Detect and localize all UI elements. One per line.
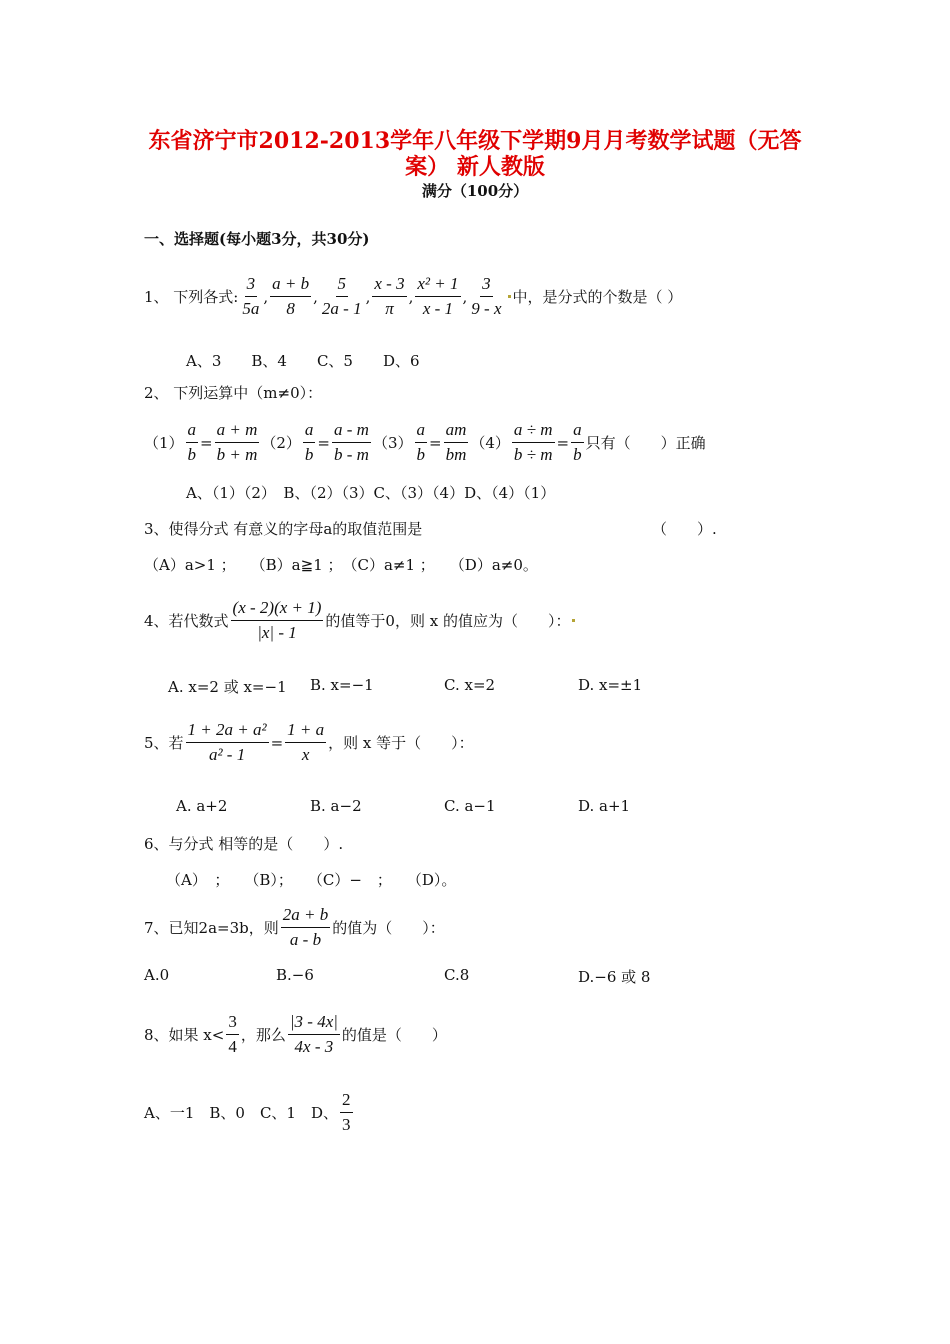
q2-label-1: （1） — [144, 434, 184, 452]
q2-label-3: （3） — [372, 434, 413, 452]
section-heading: 一、选择题(每小题3分，共30分) — [144, 230, 370, 248]
question-1-tail: 中，是分式的个数是（ ） — [512, 288, 683, 306]
q2-label-4: （4） — [470, 434, 510, 452]
q8-fraction-x: $\frac{3}{4}$ — [228, 1012, 237, 1056]
question-8-options-text: A、一1 B、0 C、1 D、 — [144, 1104, 338, 1122]
q7-fraction: $\frac{2a + b}{a - b}$ — [282, 905, 329, 949]
question-6-stem: 6、与分式 相等的是（ ）. — [144, 835, 344, 853]
question-6-options: （A） ； （B）； （C）− ； （D）。 — [166, 871, 457, 889]
question-3-options: （A）a>1 ； （B）a≧1 ； （C）a≠1 ； （D）a≠0。 — [144, 556, 538, 574]
q2-label-2: （2） — [261, 434, 301, 452]
page-title: 东省济宁市2012-2013学年八年级下学期9月月考数学试题（无答 — [148, 128, 802, 154]
question-1-options: A、3 B、4 C、5 D、6 — [186, 352, 420, 370]
question-4-option-c: C. x=2 — [444, 676, 496, 694]
question-4 — [144, 596, 577, 645]
question-3-paren: （ ）. — [652, 520, 717, 538]
q2-eq1-right: $\frac{a + m}{b + m}$ — [216, 420, 258, 464]
full-score: 满分（100分） — [421, 182, 529, 200]
q2-eq3-right: $\frac{am}{bm}$ — [445, 420, 467, 464]
question-4-lead: 4、若代数式 — [144, 612, 229, 630]
edit-mark — [508, 295, 511, 298]
q8-fraction: $\frac{|3 - 4x|}{4x - 3}$ — [289, 1012, 338, 1056]
q2-eq2-right: $\frac{a - m}{b - m}$ — [334, 420, 369, 464]
question-8-tail: 的值是（ ） — [341, 1026, 447, 1044]
question-1-lead: 1、 下列各式: — [144, 288, 239, 306]
q2-eq1-left: $\frac{a}{b}$ — [187, 420, 197, 464]
question-8-mid: ，那么 — [240, 1026, 286, 1044]
question-5: 5、若 $\frac{\text{1 + 2a + a²}}{\text{a² - 1}}$ = $\frac{1 + a}{x}$ ，则 x 等于（ ）： — [144, 718, 474, 767]
q1-fraction-1: $\frac{3}{5a}$ — [242, 274, 260, 318]
q1-fraction-3: $\frac{5}{2a - 1}$ — [321, 274, 362, 318]
question-5-option-d: D. a+1 — [578, 797, 631, 815]
question-7-lead: 7、已知2a=3b，则 — [144, 919, 279, 937]
q5-fraction-right: $\frac{1 + a}{x}$ — [287, 720, 325, 764]
question-3-stem: 3、使得分式 有意义的字母a的取值范围是 — [144, 520, 423, 538]
question-7 — [144, 903, 445, 952]
question-1: 1、 下列各式: $\frac{3}{5a}$ , $\frac{a + b}{8}$ , $\frac{5}{2a - 1}$ , $\frac{x - 3}{\pi}$ , $\frac{\text{x² + 1}}{x - 1}$ , $\frac{3}{9 - x}$ 中，是分式的个数是（ ） — [144, 272, 682, 321]
question-2-equations: （1） $\frac{a}{b}$ = $\frac{a + m}{b + m}$ （2） $\frac{a}{b}$ = $\frac{a - m}{b - m}$ （3） $\frac{a}{b}$ = $\frac{am}{bm}$ （4） $\frac{a \div m}{b \div m}$ = $\frac{a}{b}$ 只有（ ）正确 — [144, 418, 706, 467]
q2-eq4-left: $\frac{a \div m}{b \div m}$ — [513, 420, 553, 464]
question-2-tail: 只有（ ）正确 — [585, 434, 706, 452]
question-5-option-b: B. a−2 — [310, 797, 362, 815]
q2-eq4-right: $\frac{a}{b}$ — [573, 420, 582, 464]
question-2-stem: 2、 下列运算中（m≠0）： — [144, 384, 323, 402]
q1-fraction-2: $\frac{a + b}{8}$ — [272, 274, 310, 318]
question-5-tail: ，则 x 等于（ ）： — [328, 734, 474, 752]
q4-fraction: $\frac{(x - 2)(x + 1)}{|x| - 1}$ — [232, 598, 322, 642]
page-title-line2: 案） 新人教版 — [405, 154, 545, 180]
question-7-option-a: A.0 — [144, 966, 170, 984]
question-4-option-d: D. x=±1 — [578, 676, 643, 694]
question-2-options: A、（1）（2） B、（2）（3）C、（3）（4）D、（4）（1） — [186, 484, 556, 502]
q1-fraction-6: $\frac{3}{9 - x}$ — [471, 274, 502, 318]
question-4-tail: 的值等于0，则 x 的值应为（ ）： — [325, 612, 571, 630]
question-8-lead: 8、如果 x< — [144, 1026, 225, 1044]
edit-mark — [572, 619, 575, 622]
question-7-option-d: D.−6 或 8 — [578, 968, 651, 986]
question-4-option-b: B. x=−1 — [310, 676, 374, 694]
question-5-lead: 5、若 — [144, 734, 184, 752]
q1-fraction-4: $\frac{x - 3}{\pi}$ — [374, 274, 405, 318]
question-5-option-a: A. a+2 — [176, 797, 228, 815]
question-4-option-a: A. x=2 或 x=−1 — [168, 678, 287, 696]
question-5-option-c: C. a−1 — [444, 797, 496, 815]
q2-eq2-left: $\frac{a}{b}$ — [304, 420, 314, 464]
q8-option-d-fraction: $\frac{2}{3}$ — [342, 1090, 351, 1134]
question-7-option-c: C.8 — [444, 966, 470, 984]
question-7-tail: 的值为（ ）： — [332, 919, 445, 937]
q2-eq3-left: $\frac{a}{b}$ — [416, 420, 425, 464]
question-7-option-b: B.−6 — [276, 966, 314, 984]
q1-fraction-5: $\frac{\text{x² + 1}}{x - 1}$ — [417, 274, 459, 318]
q5-fraction-left: $\frac{\text{1 + 2a + a²}}{\text{a² - 1}}$ — [187, 720, 267, 764]
question-8-options — [144, 1088, 355, 1137]
question-8 — [144, 1010, 447, 1059]
